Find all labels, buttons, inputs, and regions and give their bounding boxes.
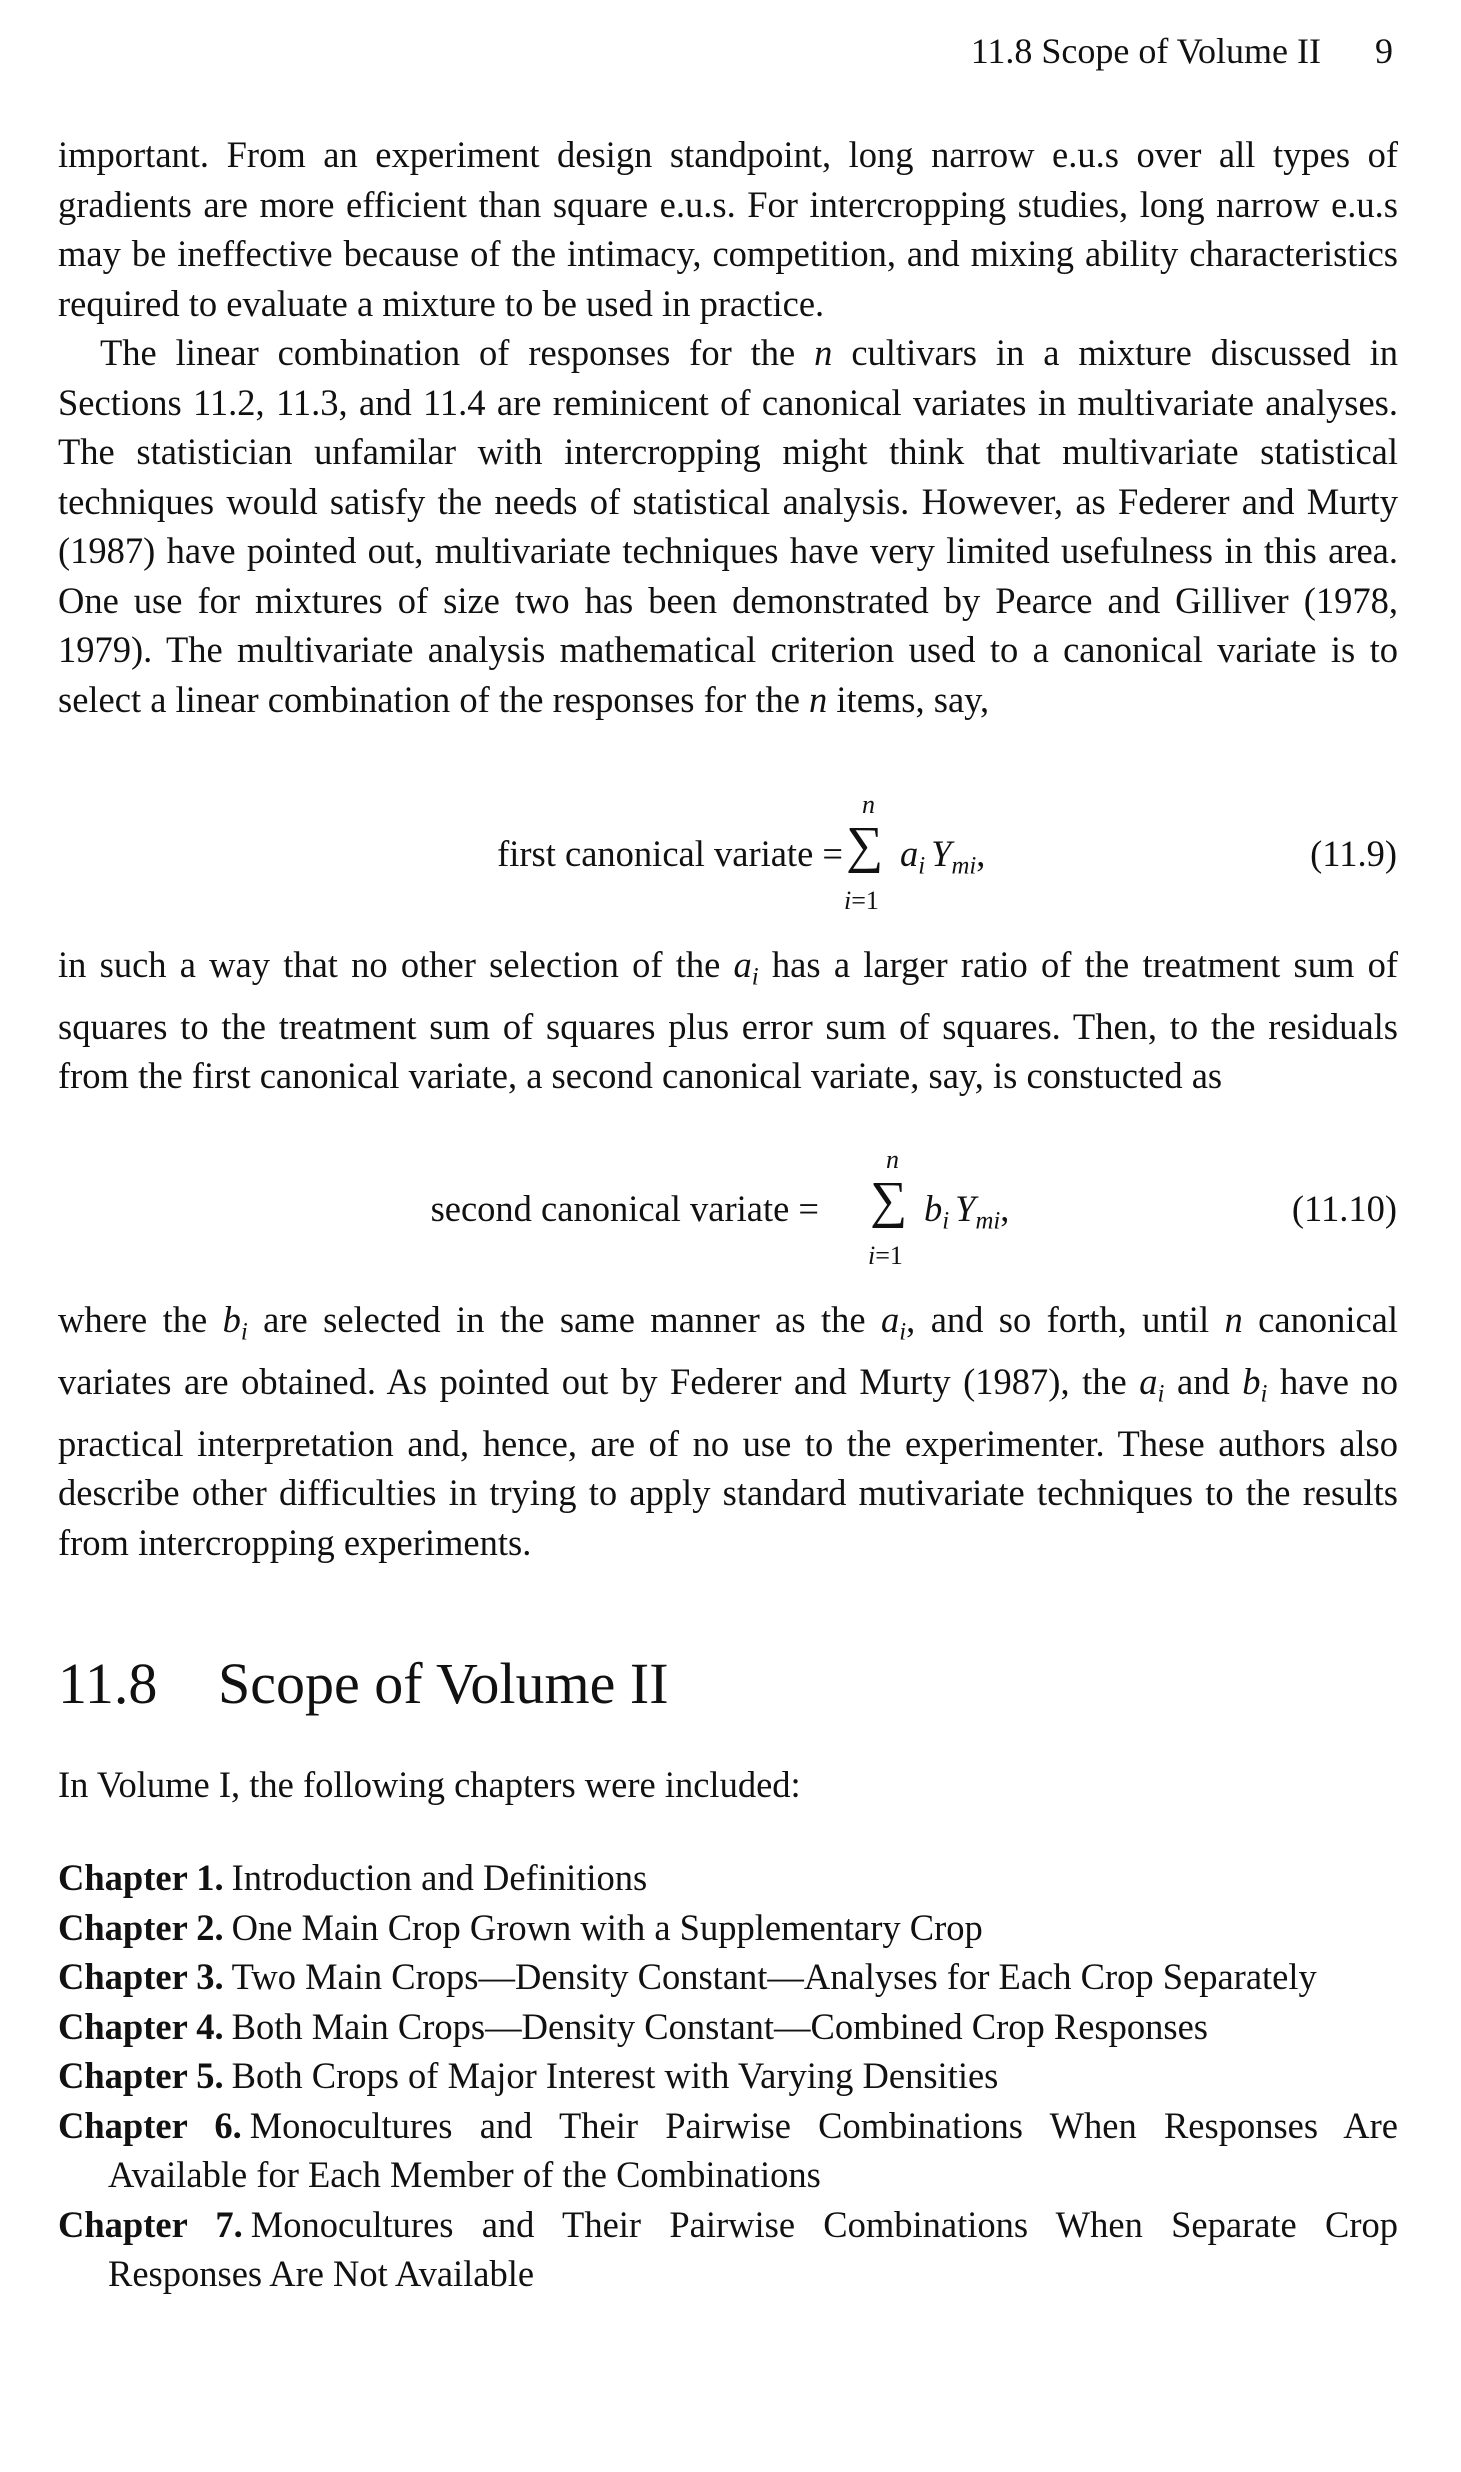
- paragraph-continuation: important. From an experiment design standpoint, long narrow e.u.s over all types of gradients are more efficient than square e.u.s. For intercropping studies, long narrow e.u.s may be ineffective because of the intimacy, competition, and mixing ability characteristics required to evaluate a mixture to be used in practice.: [58, 134, 1398, 324]
- body-text-top: [58, 130, 1398, 724]
- paragraph-selection: in such a way that no other selection of the $a_i$ has a larger ratio of the treatment sum of squares to the treatment sum of squares plus error sum of squares. Then, to the residuals from the first canonical variate, a second canonical variate, say, is constucted as: [58, 944, 1399, 1097]
- equation-lhs: first canonical variate =: [497, 833, 843, 874]
- section-heading: [58, 1650, 669, 1717]
- chapter-item: Chapter 5. Both Crops of Major Interest with Varying Densities: [58, 2055, 999, 2096]
- paragraph-canonical-intro: The linear combination of responses for the n cultivars in a mixture discussed in Sections 11.2, 11.3, and 11.4 are reminicent of canonical variates in multivariate analyses. The statistician unfamilar with intercropping might think that multivariate statistical techniques would satisfy the needs of statistical analysis. However, as Federer and Murty (1987) have pointed out, multivariate techniques have very limited usefulness in this area. One use for mixtures of size two has been demonstrated by Pearce and Gilliver (1978, 1979). The multivariate analysis mathematical criterion used to a canonical variate is to select a linear combination of the responses for the n items, say,: [58, 332, 1398, 720]
- equation-number: (11.9): [1310, 833, 1397, 874]
- section-number: 11.8: [58, 1651, 158, 1716]
- chapter-item: Chapter 4. Both Main Crops—Density Constant—Combined Crop Responses: [58, 2005, 1208, 2047]
- equation-term: $b_i$ $Y_{mi}$,: [924, 1188, 1010, 1235]
- equation-number: (11.10): [1291, 1188, 1397, 1229]
- sum-lower-limit: i=1: [868, 1241, 903, 1270]
- chapter-item: Chapter 7. Monocultures and Their Pairwise Combinations When Separate Crop Responses Are Not Available: [58, 2203, 1398, 2294]
- equation-lhs: second canonical variate =: [430, 1188, 819, 1229]
- running-title: 11.8 Scope of Volume II: [970, 31, 1321, 71]
- chapter-item: Chapter 2. One Main Crop Grown with a Supplementary Crop: [58, 1906, 983, 1948]
- equation-11-10: [0, 1145, 1461, 1285]
- summation-sign: ∑: [846, 817, 884, 874]
- section-title: Scope of Volume II: [218, 1651, 669, 1716]
- sum-upper-limit: n: [886, 1145, 899, 1174]
- paragraph-coefficients: where the $b_i$ are selected in the same manner as the $a_i$, and so forth, until n canonical variates are obtained. As pointed out by Federer and Murty (1987), the $a_i$ and $b_i$ have no practical interpretation and, hence, are of no use to the experimenter. These authors also describe other difficulties in trying to apply standard mutivariate techniques to the results from intercropping experiments.: [58, 1299, 1399, 1563]
- body-text-middle: [58, 940, 1398, 1101]
- chapter-list: [58, 1853, 1398, 2299]
- summation-sign: ∑: [870, 1172, 908, 1229]
- equation-term: $a_i$ $Y_{mi}$,: [900, 833, 986, 880]
- section-intro: In Volume I, the following chapters were included:: [58, 1764, 801, 1805]
- equation-11-9: [0, 790, 1461, 930]
- running-head: [971, 30, 1393, 72]
- chapter-item: Chapter 1. Introduction and Definitions: [58, 1857, 648, 1898]
- sum-lower-limit: i=1: [844, 886, 879, 915]
- chapter-item: Chapter 6. Monocultures and Their Pairwise Combinations When Responses Are Available for Each Member of the Combinations: [58, 2104, 1398, 2195]
- chapter-item: Chapter 3. Two Main Crops—Density Constant—Analyses for Each Crop Separately: [58, 1956, 1317, 1997]
- body-text-bottom: [58, 1295, 1398, 1567]
- sum-upper-limit: n: [862, 790, 875, 819]
- page-number: 9: [1375, 31, 1393, 71]
